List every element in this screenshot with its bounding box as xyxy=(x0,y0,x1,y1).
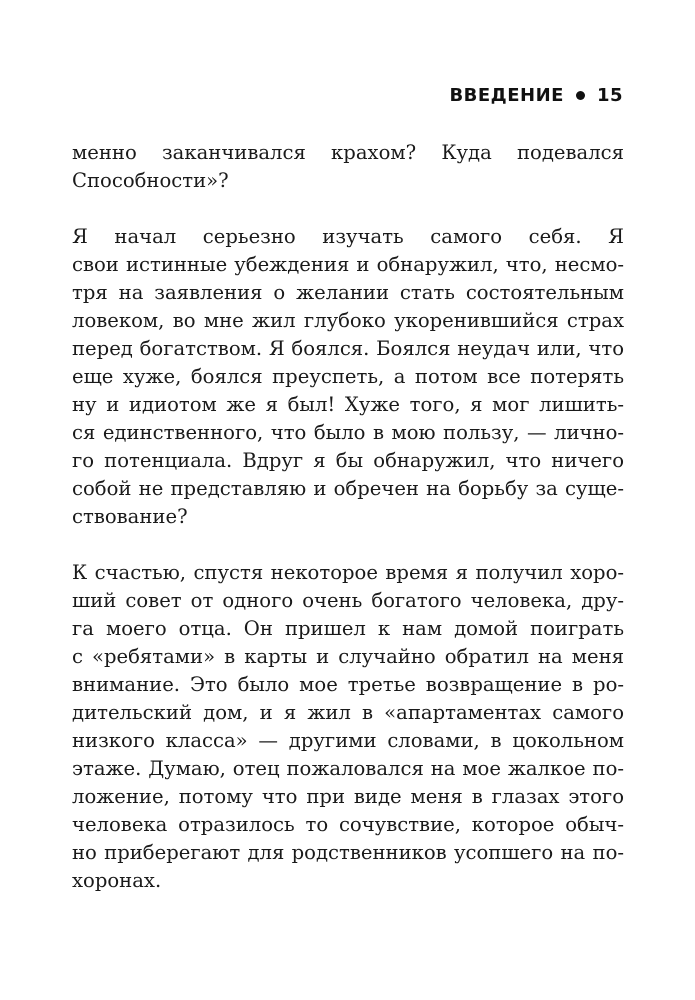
text-line: свои истинные убеждения и обнаружил, что, несмо- xyxy=(72,253,624,276)
bullet-separator xyxy=(576,91,585,100)
section-title: ВВЕДЕНИЕ xyxy=(449,85,564,106)
text-line: ну и идиотом же я был! Хуже того, я мог лишить- xyxy=(72,393,624,416)
paragraph xyxy=(72,139,624,195)
text-line: еще хуже, боялся преуспеть, а потом все потерять xyxy=(72,365,624,388)
text-line: этаже. Думаю, отец пожаловался на мое жалкое по- xyxy=(72,757,624,780)
running-head xyxy=(449,85,623,106)
text-line: собой не представляю и обречен на борьбу за суще- xyxy=(72,477,624,500)
text-line: ший совет от одного очень богатого человека, дру- xyxy=(72,589,624,612)
text-line: К счастью, спустя некоторое время я получил хоро- xyxy=(72,561,624,584)
text-line: га моего отца. Он пришел к нам домой поиграть xyxy=(72,617,624,640)
text-line: ся единственного, что было в мою пользу, — лично- xyxy=(72,421,624,444)
text-line: низкого класса» — другими словами, в цокольном xyxy=(72,729,624,752)
text-line: ложение, потому что при виде меня в глазах этого xyxy=(72,785,624,808)
text-line: ловеком, во мне жил глубоко укоренившийся страх xyxy=(72,309,624,332)
text-line: Способности»? xyxy=(72,169,229,192)
text-line: ствование? xyxy=(72,505,188,528)
text-line: перед богатством. Я боялся. Боялся неудач или, что xyxy=(72,337,624,360)
text-line: дительский дом, и я жил в «апартаментах самого xyxy=(72,701,624,724)
text-line: менно заканчивался крахом? Куда подевался xyxy=(72,141,624,164)
text-line: но приберегают для родственников усопшего на по- xyxy=(72,841,624,864)
paragraph xyxy=(72,223,624,531)
text-line: го потенциала. Вдруг я бы обнаружил, что ничего xyxy=(72,449,624,472)
page-number: 15 xyxy=(596,85,623,106)
text-line: тря на заявления о желании стать состоятельным xyxy=(72,281,624,304)
text-line: внимание. Это было мое третье возвращение в ро- xyxy=(72,673,624,696)
text-line: хоронах. xyxy=(72,869,162,892)
text-line: с «ребятами» в карты и случайно обратил на меня xyxy=(72,645,624,668)
paragraph xyxy=(72,559,624,895)
text-line: Я начал серьезно изучать самого себя. Я xyxy=(72,225,624,248)
body-text xyxy=(72,139,624,923)
text-line: человека отразилось то сочувствие, которое обыч- xyxy=(72,813,624,836)
